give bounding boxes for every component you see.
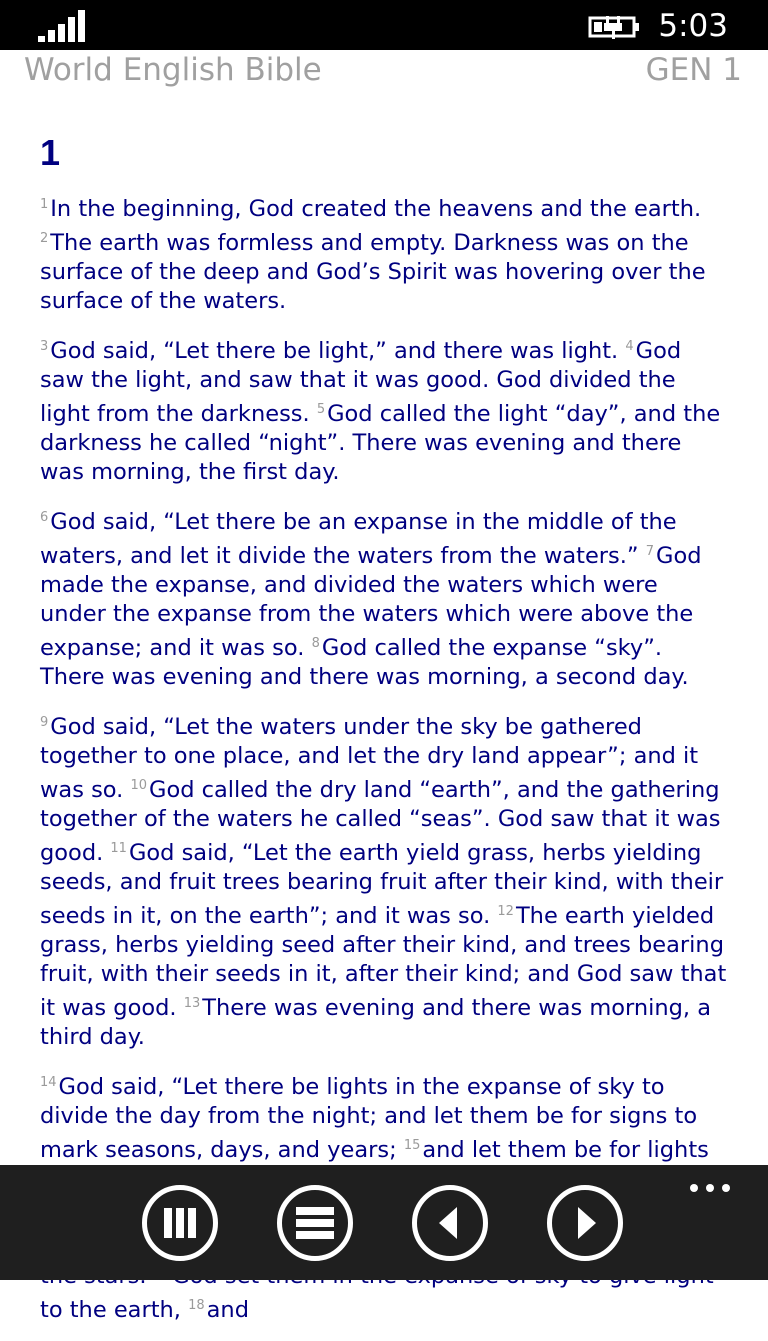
battery-charging-icon	[588, 14, 642, 40]
verse-number: 9	[40, 715, 49, 730]
books-button[interactable]	[142, 1185, 218, 1261]
verse-text: God said, “Let there be lights in the expanse of sky to divide the day from the night; and let them be for signs to mark seasons, days, and years;	[40, 1074, 698, 1163]
paragraph	[40, 708, 730, 1052]
signal-strength-icon	[38, 10, 88, 42]
reading-pane[interactable]	[0, 96, 768, 1323]
verse-text: God called the expanse “sky”. There was evening and there was morning, a second day.	[40, 635, 689, 690]
chapter-reference[interactable]: GEN 1	[645, 52, 742, 88]
next-arrow-icon	[552, 1190, 618, 1256]
verse-text: God said, “Let the earth yield grass, herbs yielding seeds, and fruit trees bearing fruit after their kind, with their seeds in it, on the earth”; and it was so.	[40, 840, 724, 929]
verse-text: God said, “Let the waters under the sky be gathered together to one place, and let the dry land appear”; and it was so.	[40, 714, 699, 803]
verse-number: 13	[183, 996, 201, 1011]
chapters-menu-button[interactable]	[277, 1185, 353, 1261]
verse-number: 8	[311, 636, 320, 651]
verse-text: to the earth,	[40, 1297, 181, 1323]
paragraph	[40, 332, 730, 487]
verse-text: God called the light “day”, and the darkness he called “night”. There was evening and there was morning, the first day.	[40, 401, 721, 485]
app-header	[0, 50, 768, 96]
verse-number: 11	[110, 841, 127, 856]
chapter-number: 1	[40, 132, 61, 173]
clock: 5:03	[658, 8, 728, 44]
verse-number: 12	[497, 904, 514, 919]
verse-number: 15	[403, 1138, 421, 1153]
more-ellipsis-icon[interactable]	[688, 1181, 732, 1195]
verse-number: 7	[645, 544, 655, 559]
paragraph	[40, 190, 730, 316]
verse-text: and	[206, 1297, 249, 1323]
menu-list-icon	[282, 1190, 348, 1256]
previous-arrow-icon	[417, 1190, 483, 1256]
verse-number: 5	[316, 402, 326, 417]
verse-number: 14	[40, 1075, 57, 1090]
verse-text: God said, “Let there be an expanse in the middle of the waters, and let it divide the waters from the waters.”	[40, 509, 677, 569]
verse-text: God made the expanse, and divided the waters which were under the expanse from the waters which were above the expanse; and it was so.	[40, 543, 702, 661]
verse-text: God saw the light, and saw that it was good. God divided the light from the darkness.	[40, 338, 682, 427]
verse-number: 10	[130, 778, 148, 793]
verse-number: 4	[625, 339, 634, 354]
previous-chapter-button[interactable]	[412, 1185, 488, 1261]
paragraph	[40, 503, 730, 692]
status-bar	[0, 0, 768, 50]
app-title: World English Bible	[24, 52, 322, 88]
verse-text: God said, “Let there be light,” and there was light.	[50, 338, 626, 364]
app-bar	[0, 1165, 768, 1280]
verse-number: 2	[40, 231, 49, 246]
verse-text: God called the dry land “earth”, and the gathering together of the waters he called “seas”. God saw that it was good.	[40, 777, 721, 866]
verse-text: In the beginning, God created the heavens and the earth.	[50, 196, 702, 222]
verse-number: 1	[40, 197, 49, 212]
verse-text: and let them be for lights	[422, 1137, 709, 1163]
verse-number: 18	[188, 1298, 205, 1313]
next-chapter-button[interactable]	[547, 1185, 623, 1261]
verse-number: 3	[40, 339, 49, 354]
verse-number: 6	[40, 510, 49, 525]
verse-text: The earth yielded grass, herbs yielding seed after their kind, and trees bearing fruit, with their seeds in it, after their kind; and God saw that it was good.	[40, 903, 727, 1021]
verse-text: There was evening and there was morning, a third day.	[40, 995, 712, 1050]
books-icon	[147, 1190, 213, 1256]
verse-text: The earth was formless and empty. Darkness was on the surface of the deep and God’s Spirit was hovering over the surface of the waters.	[40, 230, 706, 314]
